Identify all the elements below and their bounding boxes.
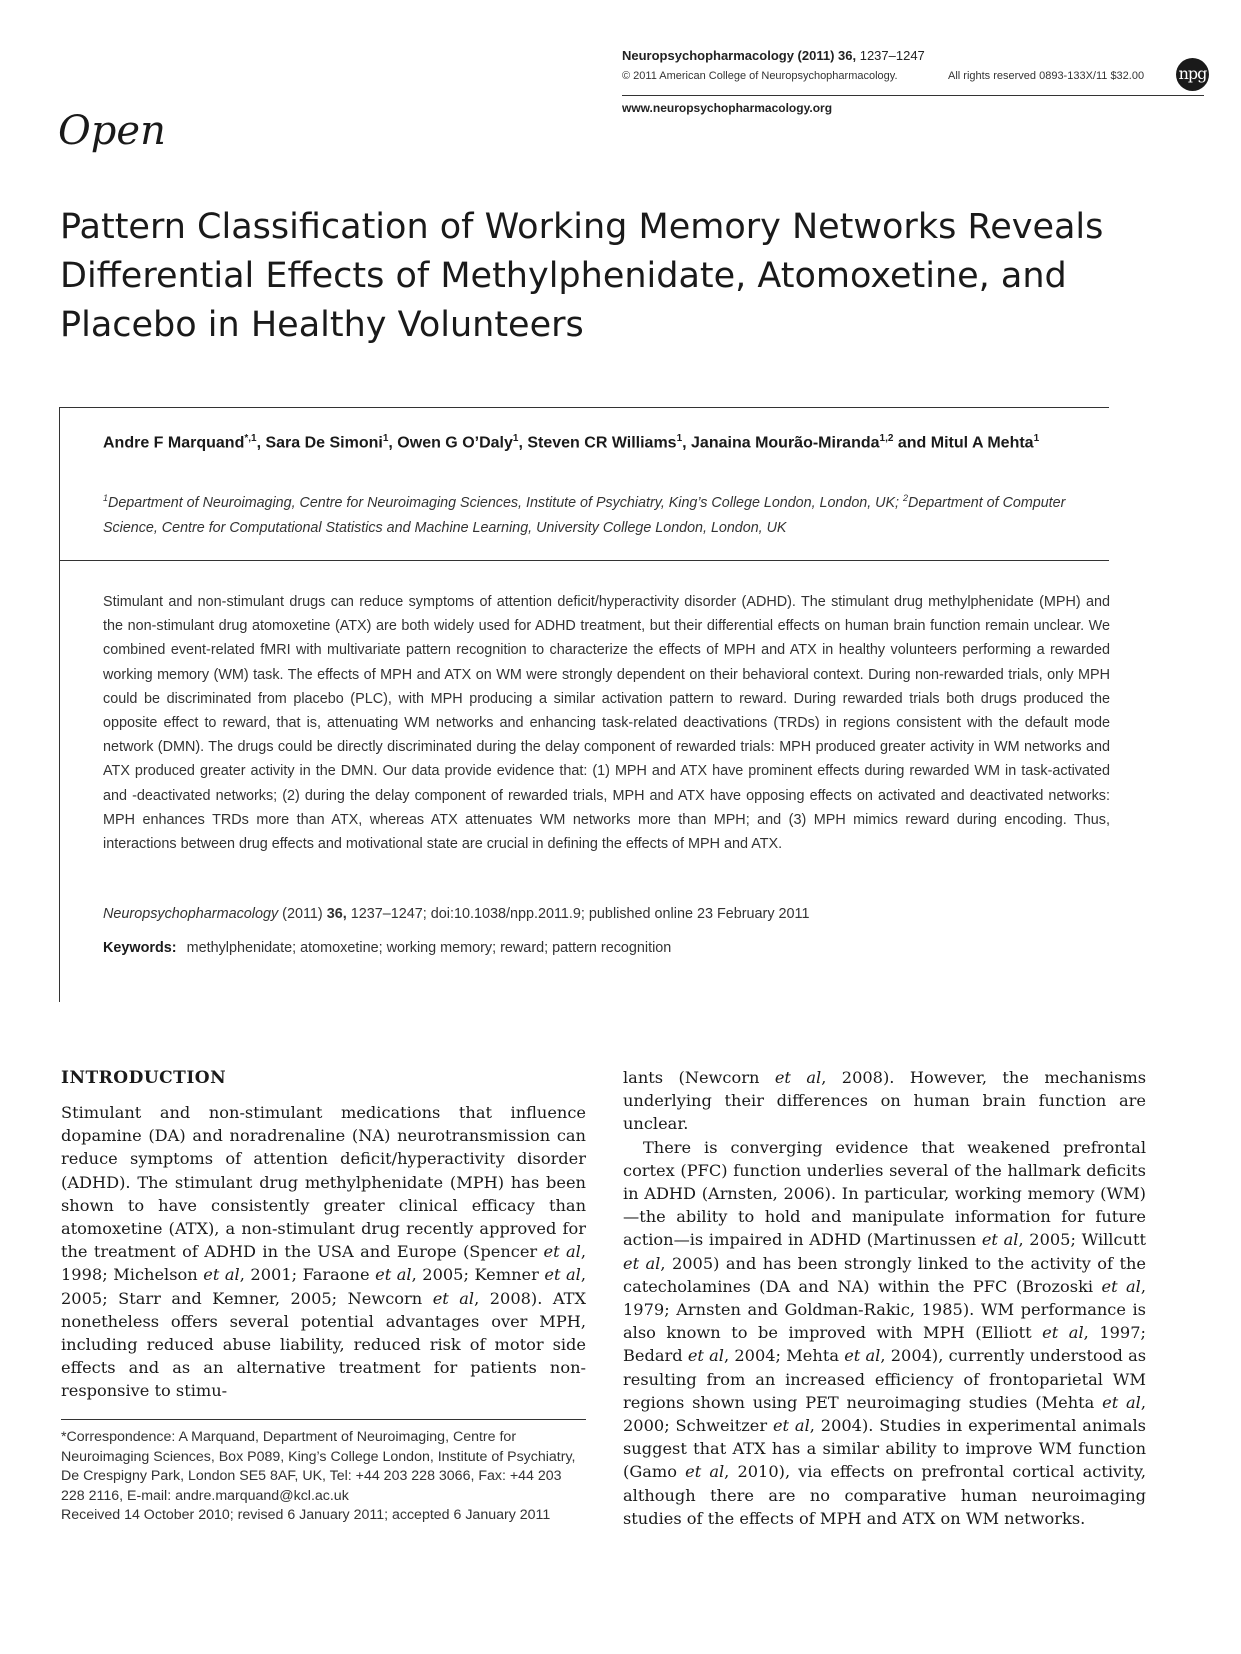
- section-heading-introduction: INTRODUCTION: [61, 1068, 227, 1088]
- received-dates: Received 14 October 2010; revised 6 January 2011; accepted 6 January 2011: [61, 1507, 551, 1524]
- text-run: , 1997; Bedard: [623, 1323, 1146, 1366]
- text-run: , 2005; Kemner: [411, 1265, 545, 1285]
- text-run: , 2010), via effects on prefrontal cortical activity, although there are no comparative human neuroimaging studies of the effects of MPH and ATX on WM networks.: [623, 1462, 1146, 1528]
- citation-details: 1237–1247; doi:10.1038/npp.2011.9; published online 23 February 2011: [346, 906, 810, 922]
- author-name: Janaina Mourão-Miranda: [691, 434, 880, 452]
- citation-journal: Neuropsychopharmacology: [103, 906, 279, 922]
- intro-paragraph: [623, 1066, 1146, 1136]
- author-name: Steven CR Williams: [527, 434, 677, 452]
- author-list: Andre F Marquand$^{*,1}$, Sara De Simoni$^1$, Owen G O’Daly$^1$, Steven CR Williams$^1$, Janaina Mourão-Miranda$^{1,2}$ and Mitul A Mehta$^1$: [103, 433, 1040, 452]
- italic-run: et al: [981, 1230, 1019, 1250]
- text-run: , 1998; Michelson: [61, 1242, 586, 1285]
- italic-run: et al: [544, 1265, 581, 1285]
- italic-run: et al: [774, 1068, 822, 1087]
- italic-run: et al: [844, 1346, 881, 1366]
- text-run: , 2004), currently understood as resulting from an increased efficiency of frontoparietal WM regions shown using PET neuroimaging studies (Mehta: [623, 1346, 1147, 1412]
- author-affiliation-marker: 1: [676, 433, 683, 444]
- italic-run: et al: [1102, 1392, 1141, 1412]
- journal-citation: Neuropsychopharmacology (2011) 36,: [622, 48, 857, 63]
- text-run: , 2005; Willcutt: [1018, 1230, 1146, 1250]
- text-run: , 2001; Faraone: [239, 1265, 376, 1285]
- journal-pages: 1237–1247: [859, 48, 925, 63]
- author-name: Andre F Marquand: [103, 434, 245, 452]
- text-run: , 2004; Mehta: [723, 1346, 845, 1366]
- correspondence-footnote: [61, 1428, 586, 1526]
- italic-run: et al: [623, 1253, 661, 1273]
- italic-run: et al: [685, 1462, 725, 1482]
- journal-header: [622, 48, 925, 63]
- affiliation-text: Department of Neuroimaging, Centre for Neuroimaging Sciences, Institute of Psychiatry, King’s College London, London, UK;: [108, 494, 903, 511]
- author-affiliation-marker: 1: [1033, 433, 1040, 444]
- keywords-label: Keywords:: [103, 940, 177, 956]
- italic-run: et al: [375, 1265, 412, 1285]
- intro-paragraph: [623, 1136, 1146, 1530]
- italic-run: et al: [203, 1265, 240, 1285]
- text-run: , 2005) and has been strongly linked to the activity of the catecholamines (DA and NA) within the PFC (Brozoski: [623, 1253, 1146, 1296]
- citation-volume: 36,: [326, 906, 347, 922]
- text-run: lants (Newcorn: [623, 1068, 775, 1087]
- keywords-line: [103, 940, 671, 956]
- header-rule: [622, 95, 1204, 96]
- citation-line: [103, 906, 809, 922]
- text-run: , 2008). However, the mechanisms underlying their differences on human brain function are unclear.: [623, 1068, 1146, 1134]
- author-name: Owen G O’Daly: [397, 434, 513, 452]
- correspondence-text: *Correspondence: A Marquand, Department of Neuroimaging, Centre for Neuroimaging Sciences, Box P089, King’s College London, Institute of Psychiatry, De Crespigny Park, London SE5 8AF, UK, Tel: +44 203 228 3066, Fax: +44 203 228 2116, E-mail: andre.marquand@kcl.ac.uk: [61, 1429, 576, 1504]
- text-run: There is converging evidence that weakened prefrontal cortex (PFC) function underlies several of the hallmark deficits in ADHD (Arnsten, 2006). In particular, working memory (WM)—the ability to hold and manipulate information for future action—is impaired in ADHD (Martinussen: [623, 1137, 1146, 1250]
- author-affiliation-marker: 1: [382, 433, 389, 444]
- abstract-box-rule: [59, 407, 60, 1002]
- author-affiliation-marker: 1: [512, 433, 519, 444]
- author-affiliation-marker: *,1: [244, 433, 257, 444]
- italic-run: et al: [1042, 1323, 1084, 1343]
- abstract-text: Stimulant and non-stimulant drugs can reduce symptoms of attention deficit/hyperactivity disorder (ADHD). The stimulant drug methylphenidate (MPH) and the non-stimulant drug atomoxetine (ATX) are both widely used for ADHD treatment, but their differential effects on human brain function remain unclear. We combined event-related fMRI with multivariate pattern recognition to characterize the effects of MPH and ATX in healthy volunteers performing a rewarded working memory (WM) task. The effects of MPH and ATX on WM were strongly dependent on their behavioral context. During non-rewarded trials, only MPH could be discriminated from placebo (PLC), with MPH producing a similar activation pattern to reward. During rewarded trials both drugs produced the opposite effect to reward, that is, attenuating WM networks and enhancing task-related deactivations (TRDs) in regions consistent with the default mode network (DMN). The drugs could be directly discriminated during the delay component of rewarded trials: MPH produced greater activity in WM networks and ATX produced greater activity in the DMN. Our data provide evidence that: (1) MPH and ATX have prominent effects during rewarded WM in task-activated and -deactivated networks; (2) during the delay component of rewarded trials, MPH and ATX have opposing effects on activated and deactivated networks: MPH enhances TRDs more than ATX, whereas ATX attenuates WM networks more than MPH; and (3) MPH mimics reward during encoding. Thus, interactions between drug effects and motivational state are crucial in defining the effects of MPH and ATX.: [103, 594, 1110, 853]
- article-title: Pattern Classification of Working Memory Networks Reveals Differential Effects of Methylphenidate, Atomoxetine, and Placebo in Healthy Volunteers: [60, 207, 1104, 345]
- intro-left-column: [61, 1101, 586, 1403]
- npg-logo-icon: npg: [1176, 58, 1209, 91]
- affiliation-text: Department of Computer Science, Centre for Computational Statistics and Machine Learning, University College London, London, UK: [103, 494, 1066, 536]
- italic-run: et al: [543, 1242, 581, 1262]
- author-name: Sara De Simoni: [265, 434, 383, 452]
- author-affiliation-marker: 1,2: [879, 433, 894, 444]
- text-run: Stimulant and non-stimulant medications that influence dopamine (DA) and noradrenaline (NA) neurotransmission can reduce symptoms of attention deficit/hyperactivity disorder (ADHD). The stimulant drug methylphenidate (MPH) has been shown to have consistently greater clinical efficacy than atomoxetine (ATX), a non-stimulant drug recently approved for the treatment of ADHD in the USA and Europe (Spencer: [61, 1103, 586, 1262]
- journal-url-link[interactable]: www.neuropsychopharmacology.org: [622, 101, 833, 115]
- affiliations: [103, 486, 1110, 541]
- author-box-bottom-rule: [59, 560, 1109, 561]
- rights-text: All rights reserved 0893-133X/11 $32.00: [948, 70, 1145, 82]
- author-name: Mitul A Mehta: [930, 434, 1034, 452]
- text-run: , 1979; Arnsten and Goldman-Rakic, 1985). WM performance is also known to be improved with MPH (Elliott: [623, 1276, 1147, 1343]
- italic-run: et al: [687, 1346, 724, 1366]
- copyright-text: © 2011 American College of Neuropsychopharmacology.: [622, 70, 898, 82]
- italic-run: et al: [1101, 1276, 1141, 1296]
- text-run: , 2004). Studies in experimental animals suggest that ATX has a similar ability to improve WM function (Gamo: [623, 1416, 1146, 1482]
- keywords-text: methylphenidate; atomoxetine; working memory; reward; pattern recognition: [186, 940, 672, 956]
- italic-run: et al: [772, 1416, 810, 1436]
- affiliation-marker: 2: [902, 493, 908, 503]
- intro-right-column: [623, 1066, 1146, 1530]
- italic-run: et al: [432, 1288, 475, 1308]
- citation-year: (2011): [278, 906, 327, 922]
- text-run: , 2008). ATX nonetheless offers several potential advantages over MPH, including reduced abuse liability, reduced risk of motor side effects and as an alternative treatment for patients non-responsive to stimu-: [61, 1288, 587, 1401]
- footnote-rule: [61, 1419, 586, 1420]
- text-run: , 2000; Schweitzer: [623, 1392, 1147, 1436]
- copyright-line: [622, 70, 1168, 82]
- open-access-label: Open: [58, 108, 166, 154]
- text-run: , 2005; Starr and Kemner, 2005; Newcorn: [61, 1265, 586, 1308]
- affiliation-marker: 1: [103, 493, 109, 503]
- author-box-top-rule: [59, 407, 1109, 408]
